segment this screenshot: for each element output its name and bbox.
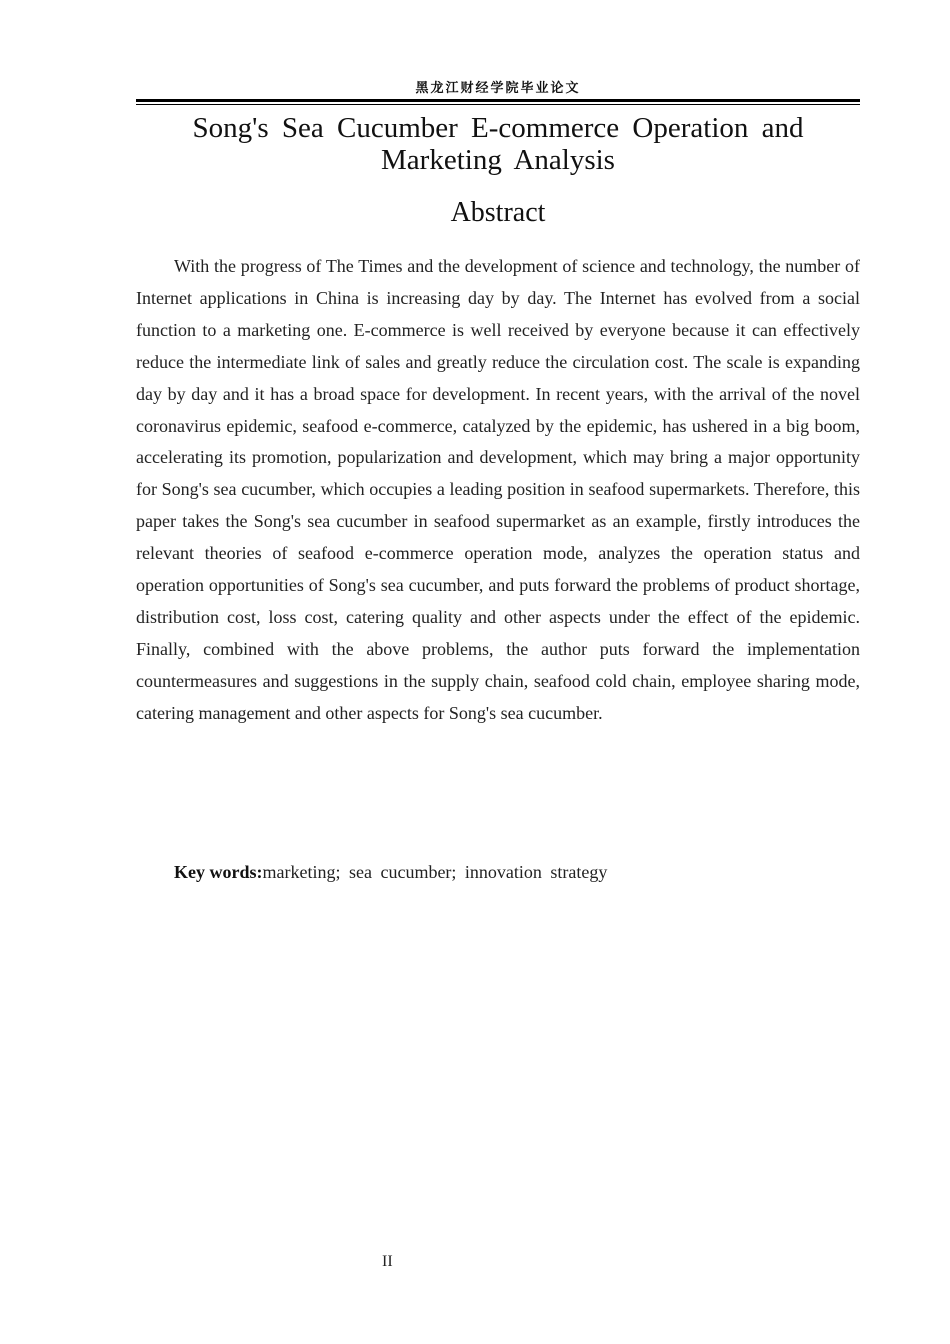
header-rule-thin	[136, 104, 860, 105]
header-rule-thick	[136, 99, 860, 102]
keywords-label: Key words:	[174, 862, 263, 882]
page-number: II	[382, 1253, 393, 1270]
abstract-body: With the progress of The Times and the development of science and technology, the number of Internet applications in China is increasing day by day. The Internet has evolved from a social function to a marketing one. E-commerce is well received by everyone because it can effectively reduce the intermediate link of sales and greatly reduce the circulation cost. The scale is expanding day by day and it has a broad space for development. In recent years, with the arrival of the novel coronavirus epidemic, seafood e-commerce, catalyzed by the epidemic, has ushered in a big boom, accelerating its promotion, popularization and development, which may bring a major opportunity for Song's sea cucumber, which occupies a leading position in seafood supermarkets. Therefore, this paper takes the Song's sea cucumber in seafood supermarket as an example, firstly introduces the relevant theories of seafood e-commerce operation mode, analyzes the operation status and operation opportunities of Song's sea cucumber, and puts forward the problems of product shortage, distribution cost, loss cost, catering quality and other aspects under the effect of the epidemic. Finally, combined with the above problems, the author puts forward the implementation countermeasures and suggestions in the supply chain, seafood cold chain, employee sharing mode, catering management and other aspects for Song's sea cucumber.	[136, 256, 860, 723]
keywords-value: marketing; sea cucumber; innovation strategy	[262, 862, 608, 882]
abstract-heading: Abstract	[450, 197, 546, 228]
keywords-line	[174, 858, 860, 886]
running-header: 黑龙江财经学院毕业论文	[415, 81, 581, 96]
paper-title: Song's Sea Cucumber E-commerce Operation and Marketing Analysis	[192, 112, 804, 176]
